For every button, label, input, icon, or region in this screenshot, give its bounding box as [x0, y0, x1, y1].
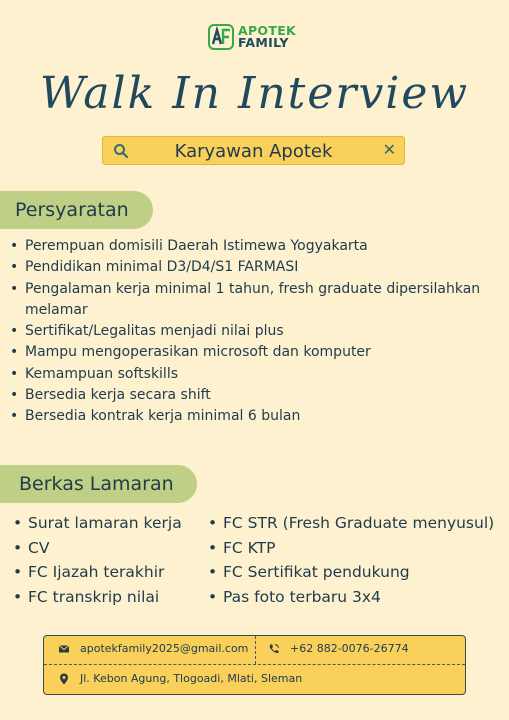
list-item: • Pendidikan minimal D3/D4/S1 FARMASI: [8, 257, 498, 278]
divider: [255, 636, 256, 664]
requirements-heading: Persyaratan: [0, 191, 153, 229]
contact-address[interactable]: [58, 672, 302, 685]
list-item: • FC Ijazah terakhir: [12, 560, 182, 585]
phone-text: +62 882-0076-26774: [290, 642, 409, 655]
mail-icon: [58, 643, 70, 655]
close-icon[interactable]: ✕: [382, 140, 396, 159]
list-item: • FC Sertifikat pendukung: [207, 560, 494, 585]
list-item: • FC KTP: [207, 536, 494, 561]
search-bar[interactable]: [102, 136, 405, 165]
brand-logo: [208, 24, 296, 50]
address-text: Jl. Kebon Agung, Tlogoadi, Mlati, Sleman: [80, 672, 303, 685]
list-item: • CV: [12, 536, 182, 561]
list-item: • Mampu mengoperasikan microsoft dan komputer: [8, 342, 498, 363]
email-text: apotekfamily2025@gmail.com: [80, 642, 249, 655]
contact-email[interactable]: [58, 642, 248, 655]
list-item: • Pas foto terbaru 3x4: [207, 585, 494, 610]
list-item: • FC transkrip nilai: [12, 585, 182, 610]
brand-line2: FAMILY: [238, 35, 289, 50]
list-item: • Kemampuan softskills: [8, 364, 498, 385]
list-item: • Bersedia kontrak kerja minimal 6 bulan: [8, 406, 498, 427]
list-item: • Bersedia kerja secara shift: [8, 385, 498, 406]
documents-list-left: [12, 511, 182, 609]
requirements-list: [8, 236, 498, 428]
apotek-family-logo-icon: [208, 24, 234, 50]
list-item: • FC STR (Fresh Graduate menyusul): [207, 511, 494, 536]
list-item: • Pengalaman kerja minimal 1 tahun, fresh graduate dipersilahkan melamar: [8, 279, 498, 322]
location-pin-icon: [58, 673, 70, 685]
brand-line1: APOTEK: [238, 23, 297, 38]
page-title: Walk In Interview: [39, 68, 470, 119]
documents-list-right: [207, 511, 494, 609]
list-item: • Sertifikat/Legalitas menjadi nilai plus: [8, 321, 498, 342]
search-text: Karyawan Apotek: [174, 141, 333, 162]
contact-box: [43, 635, 466, 695]
list-item: • Perempuan domisili Daerah Istimewa Yogyakarta: [8, 236, 498, 257]
list-item: • Surat lamaran kerja: [12, 511, 182, 536]
contact-phone[interactable]: [268, 642, 409, 655]
documents-heading: Berkas Lamaran: [0, 465, 197, 503]
phone-icon: [268, 643, 280, 655]
divider: [44, 664, 465, 665]
